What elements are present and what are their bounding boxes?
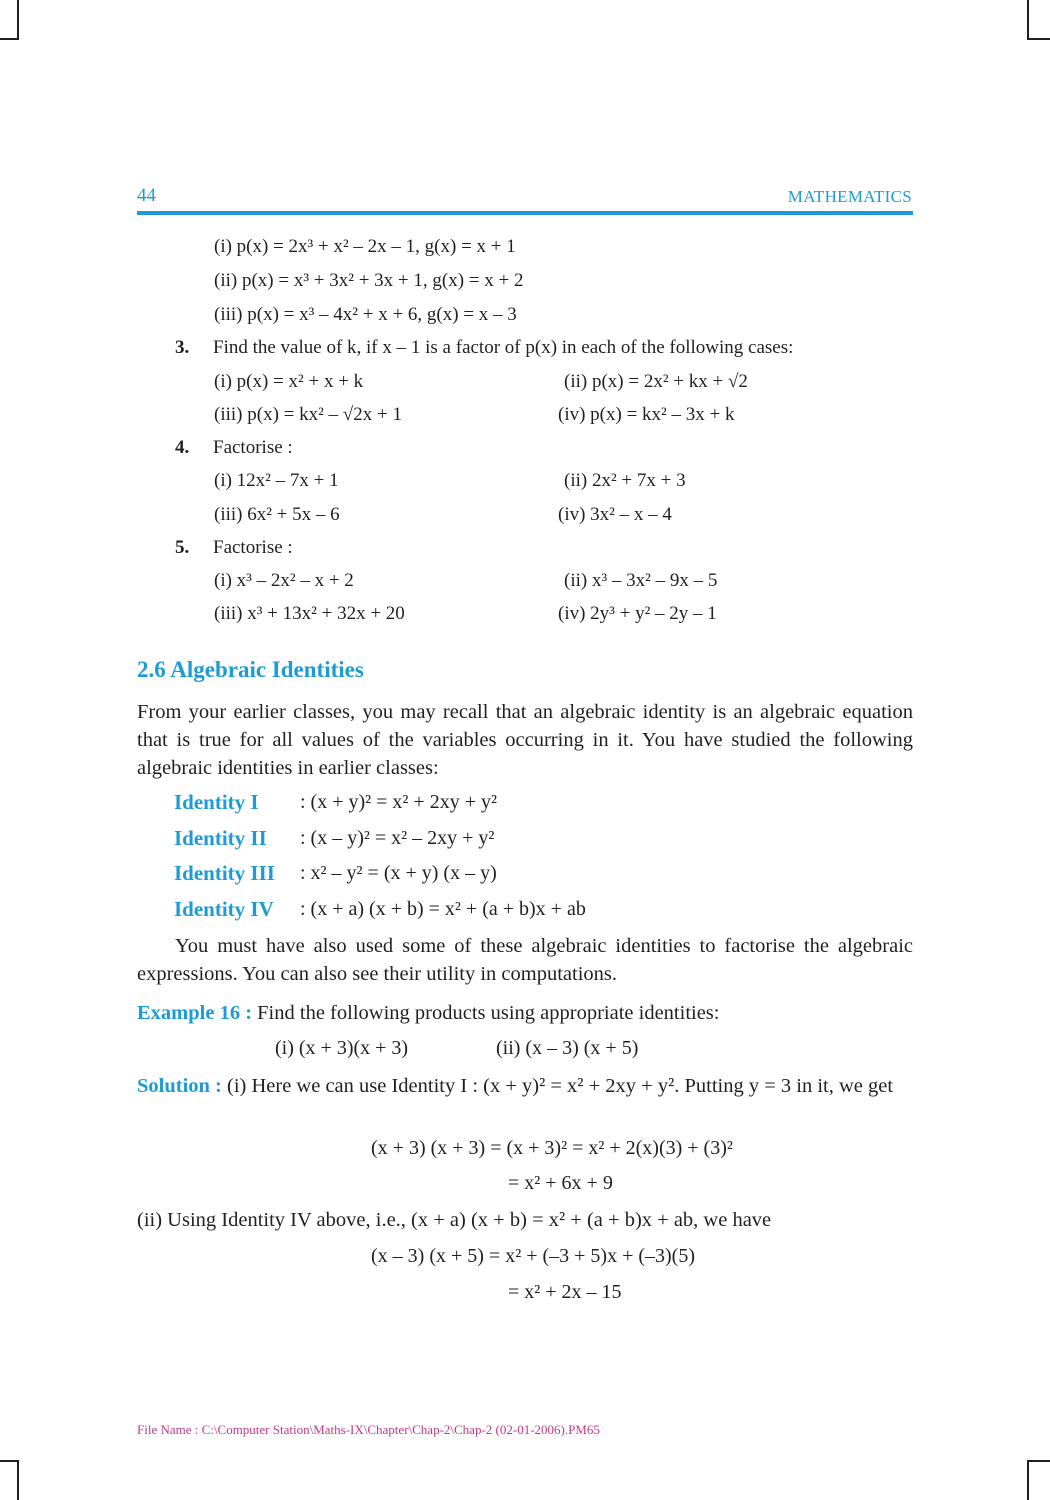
q5-item-i: (i) x³ – 2x² – x + 2 [214, 570, 354, 591]
crop-mark-top-right [1027, 0, 1029, 40]
identity-iv-formula: : (x + a) (x + b) = x² + (a + b)x + ab [300, 898, 586, 920]
example-label: Example 16 : [137, 1002, 253, 1024]
solution-equation-2: = x² + 6x + 9 [508, 1172, 613, 1194]
q5-text: Factorise : [213, 537, 293, 558]
identity-ii-formula: : (x – y)² = x² – 2xy + y² [300, 827, 495, 849]
q4-item-ii: (ii) 2x² + 7x + 3 [564, 470, 686, 491]
q3-item-i: (i) p(x) = x² + x + k [214, 371, 364, 392]
q2-item-i: (i) p(x) = 2x³ + x² – 2x – 1, g(x) = x + 1 [214, 236, 516, 257]
solution-equation-1: (x + 3) (x + 3) = (x + 3)² = x² + 2(x)(3) + (3)² [371, 1137, 733, 1159]
example-part-i: (i) (x + 3)(x + 3) [275, 1037, 409, 1059]
crop-mark-bottom-left [17, 1460, 19, 1500]
example-part-ii: (ii) (x – 3) (x + 5) [496, 1037, 639, 1059]
q4-item-iii: (iii) 6x² + 5x – 6 [214, 504, 340, 525]
identity-i-formula: : (x + y)² = x² + 2xy + y² [300, 791, 497, 813]
q3-text: Find the value of k, if x – 1 is a factor of p(x) in each of the following cases: [213, 337, 794, 358]
q4-text: Factorise : [213, 437, 293, 458]
q3-item-iv: (iv) p(x) = kx² – 3x + k [558, 404, 735, 425]
crop-mark-bottom-right [1027, 1460, 1050, 1462]
section-heading: 2.6 Algebraic Identities [137, 657, 364, 682]
crop-mark-top-right [1027, 38, 1050, 40]
section-intro-paragraph: From your earlier classes, you may recall that an algebraic identity is an algebraic equation that is true for all values of the variables occurring in it. You have studied the following algebraic identities in earlier classes: [137, 701, 913, 779]
q2-item-iii: (iii) p(x) = x³ – 4x² + x + 6, g(x) = x – 3 [214, 304, 517, 325]
file-name-footer: File Name : C:\Computer Station\Maths-IX\Chapter\Chap-2\Chap-2 (02-01-2006).PM65 [137, 1422, 600, 1437]
q4-item-i: (i) 12x² – 7x + 1 [214, 470, 339, 491]
example-16 [137, 999, 913, 1027]
identity-ii-label: Identity II [174, 826, 267, 850]
q4-item-iv: (iv) 3x² – x – 4 [558, 504, 672, 525]
q5-number: 5. [175, 537, 190, 558]
page-number: 44 [137, 185, 156, 206]
crop-mark-top-left [17, 0, 19, 40]
q5-item-iii: (iii) x³ + 13x² + 32x + 20 [214, 603, 405, 624]
crop-mark-top-left [0, 38, 19, 40]
q5-item-ii: (ii) x³ – 3x² – 9x – 5 [564, 570, 718, 591]
identities-usage-paragraph: You must have also used some of these algebraic identities to factorise the algebraic expressions. You can also see their utility in computations. [137, 935, 913, 985]
header-rule [137, 211, 913, 215]
identity-iii-label: Identity III [174, 861, 275, 885]
solution-equation-4: = x² + 2x – 15 [508, 1281, 622, 1303]
solution-part-i [137, 1072, 913, 1100]
identity-iv-label: Identity IV [174, 897, 274, 921]
example-text: Find the following products using appropriate identities: [257, 1002, 720, 1024]
q3-item-iii: (iii) p(x) = kx² – √2x + 1 [214, 404, 402, 425]
solution-text-ii: (ii) Using Identity IV above, i.e., (x + a) (x + b) = x² + (a + b)x + ab, we have [137, 1209, 772, 1231]
q2-item-ii: (ii) p(x) = x³ + 3x² + 3x + 1, g(x) = x + 2 [214, 270, 524, 291]
q5-item-iv: (iv) 2y³ + y² – 2y – 1 [558, 603, 717, 624]
q3-number: 3. [175, 337, 190, 358]
solution-equation-3: (x – 3) (x + 5) = x² + (–3 + 5)x + (–3)(5) [371, 1245, 695, 1267]
running-header-title: MATHEMATICS [787, 187, 912, 206]
identity-iii-formula: : x² – y² = (x + y) (x – y) [300, 862, 497, 884]
solution-label: Solution : [137, 1075, 222, 1097]
solution-text-i: (i) Here we can use Identity I : (x + y)² = x² + 2xy + y². Putting y = 3 in it, we get [227, 1075, 894, 1097]
q3-item-ii: (ii) p(x) = 2x² + kx + √2 [564, 371, 748, 392]
crop-mark-bottom-left [0, 1460, 19, 1462]
identity-i-label: Identity I [174, 790, 259, 814]
crop-mark-bottom-right [1027, 1460, 1029, 1500]
q4-number: 4. [175, 437, 190, 458]
